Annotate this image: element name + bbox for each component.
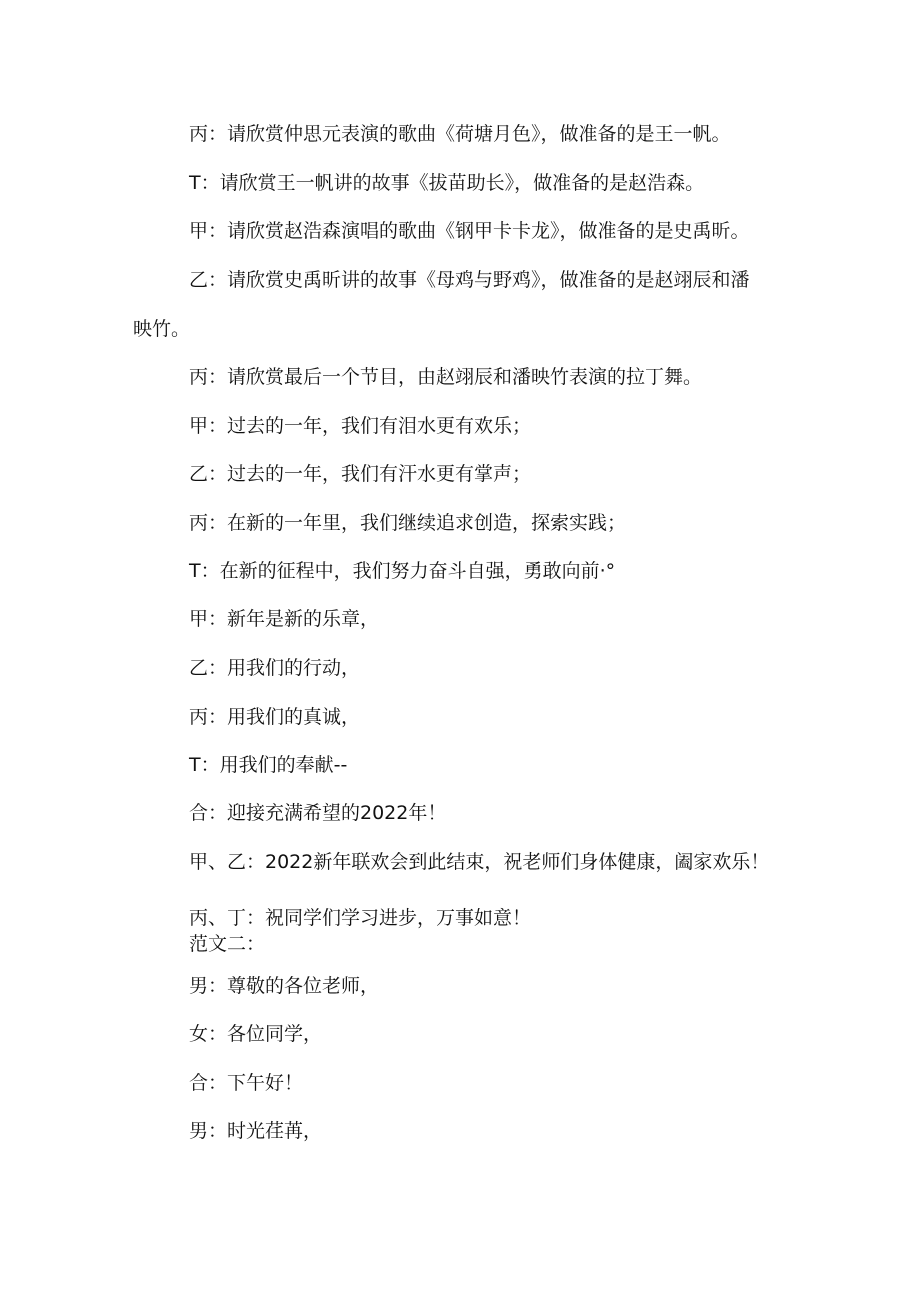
text-line: 丙、丁：祝同学们学习进步，万事如意！ — [189, 907, 532, 929]
text-line: 丙：在新的一年里，我们继续追求创造，探索实践； — [189, 512, 627, 534]
text-line: T：在新的征程中，我们努力奋斗自强，勇敢向前·° — [189, 560, 616, 582]
text-line: 男：尊敬的各位老师， — [189, 975, 380, 997]
text-line: 甲、乙：2022新年联欢会到此结束，祝老师们身体健康，阖家欢乐！ — [189, 851, 770, 873]
text-line: 映竹。 — [133, 318, 191, 340]
text-line: T：用我们的奉献-- — [189, 754, 348, 776]
text-line: 甲：过去的一年，我们有泪水更有欢乐； — [189, 415, 532, 437]
text-line: 甲：新年是新的乐章， — [189, 608, 380, 630]
text-line: 男：时光荏苒， — [189, 1120, 323, 1142]
text-line: 甲：请欣赏赵浩森演唱的歌曲《钢甲卡卡龙》，做准备的是史禹昕。 — [189, 220, 750, 242]
text-line: 乙：请欣赏史禹昕讲的故事《母鸡与野鸡》，做准备的是赵翊辰和潘 — [189, 269, 750, 291]
text-line: 丙：请欣赏仲思元表演的歌曲《荷塘月色》，做准备的是王一帆。 — [189, 123, 731, 145]
text-line: 女：各位同学， — [189, 1023, 323, 1045]
text-line: 乙：过去的一年，我们有汗水更有掌声； — [189, 463, 532, 485]
text-line: 合：迎接充满希望的2022年！ — [189, 802, 447, 824]
text-line: 乙：用我们的行动， — [189, 657, 361, 679]
text-line: T：请欣赏王一帆讲的故事《拔苗助长》，做准备的是赵浩森。 — [189, 172, 705, 194]
text-line: 范文二： — [189, 933, 266, 955]
text-line: 丙：用我们的真诚， — [189, 706, 361, 728]
text-line: 合：下午好！ — [189, 1072, 304, 1094]
text-line: 丙：请欣赏最后一个节目，由赵翊辰和潘映竹表演的拉丁舞。 — [189, 366, 703, 388]
